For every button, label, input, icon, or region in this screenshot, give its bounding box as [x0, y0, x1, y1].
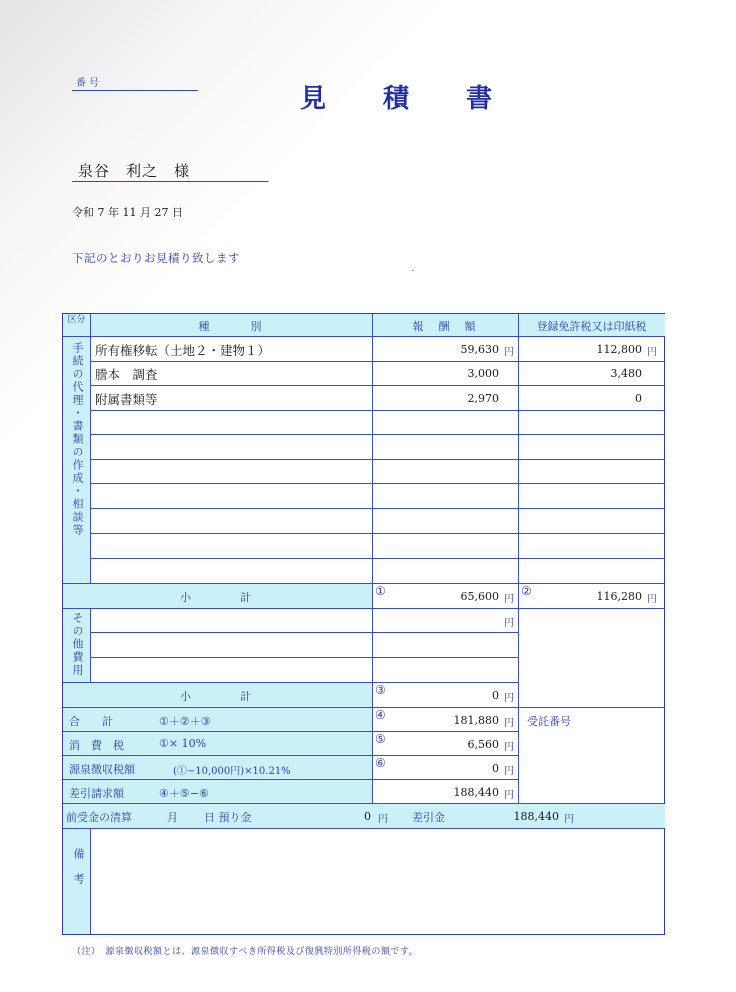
total-label: 合 計 — [69, 715, 113, 728]
number-underline — [72, 90, 198, 91]
total-mark: ④ — [375, 708, 386, 722]
scan-speck — [412, 270, 414, 271]
client-underline — [72, 181, 268, 182]
footnote: （注） 源泉徴収税額とは、源泉徴収すべき所得税及び復興特別所得税の額です。 — [72, 947, 419, 957]
subtotal1-label: 小 計 — [180, 591, 255, 604]
total-value: 181,880 — [453, 714, 499, 727]
item-2-name: 謄本 調査 — [95, 367, 158, 382]
subtotal1-fee-unit: 円 — [504, 594, 514, 605]
section1-label: 手続の代理・書類の作成・相談等 — [71, 342, 84, 537]
issue-date: 令和 7 年 11 月 27 日 — [72, 206, 183, 219]
total-formula: ①＋②＋③ — [159, 715, 211, 728]
withholding-value: 0 — [492, 762, 499, 775]
billing-unit: 円 — [504, 790, 514, 801]
advance-day-label: 日 預り金 — [204, 811, 252, 824]
billing-formula: ④＋⑤−⑥ — [159, 787, 209, 800]
section2-unit: 円 — [504, 618, 514, 629]
consumption-tax-unit: 円 — [504, 742, 514, 753]
withholding-label: 源泉徴収税額 — [69, 763, 135, 776]
remarks-label: 備考 — [72, 848, 85, 898]
item-1-fee: 59,630 — [460, 343, 499, 356]
advance-deposit-unit: 円 — [378, 814, 388, 825]
item-2-tax: 3,480 — [610, 367, 642, 380]
total-unit: 円 — [504, 718, 514, 729]
item-1-tax-unit: 円 — [647, 347, 657, 358]
estimate-table — [62, 313, 665, 935]
item-3-tax: 0 — [635, 392, 642, 405]
subtotal2-mark: ③ — [375, 683, 386, 697]
receipt-number-label: 受託番号 — [527, 715, 571, 728]
subtotal1-fee-mark: ① — [375, 584, 386, 598]
item-1-tax: 112,800 — [596, 343, 642, 356]
withholding-formula: (①−10,000円)×10.21% — [173, 766, 291, 777]
subtotal1-fee: 65,600 — [460, 590, 499, 603]
billing-label: 差引請求額 — [69, 787, 124, 800]
subtotal1-tax: 116,280 — [596, 590, 642, 603]
withholding-mark: ⑥ — [375, 756, 386, 770]
kubun-header: 区分 — [67, 315, 86, 325]
subtotal2-label: 小 計 — [180, 690, 255, 703]
advance-balance-label: 差引金 — [412, 811, 445, 824]
subtotal1-tax-mark: ② — [521, 584, 532, 598]
consumption-tax-mark: ⑤ — [375, 732, 386, 746]
item-2-fee: 3,000 — [467, 367, 499, 380]
subtotal1-tax-unit: 円 — [647, 594, 657, 605]
item-1-fee-unit: 円 — [504, 347, 514, 358]
advance-balance: 188,440 — [513, 810, 559, 823]
withholding-unit: 円 — [504, 766, 514, 777]
advance-deposit: 0 — [364, 810, 371, 823]
item-3-fee: 2,970 — [467, 392, 499, 405]
item-1-name: 所有権移転（土地２・建物１） — [95, 343, 271, 358]
advance-balance-unit: 円 — [564, 814, 574, 825]
section2-label: その他費用 — [71, 612, 84, 677]
number-label: 番号 — [76, 78, 102, 89]
billing-value: 188,440 — [453, 786, 499, 799]
advance-label: 前受金の清算 — [66, 811, 132, 824]
subtotal2-value: 0 — [492, 689, 499, 702]
item-3-name: 附属書類等 — [95, 392, 158, 407]
consumption-tax-label: 消 費 税 — [69, 739, 124, 752]
houshu-header: 報 酬 額 — [412, 320, 478, 333]
advance-month-label: 月 — [167, 811, 178, 824]
document-title: 見 積 書 — [300, 84, 517, 114]
client-name: 泉谷 利之 様 — [78, 162, 191, 180]
intro-text: 下記のとおりお見積り致します — [72, 251, 240, 265]
consumption-tax-value: 6,560 — [467, 738, 499, 751]
subtotal2-unit: 円 — [504, 693, 514, 704]
shubetsu-header: 種 別 — [198, 320, 264, 333]
tax-header: 登録免許税又は印紙税 — [536, 320, 647, 333]
consumption-tax-formula: ①× 10% — [159, 737, 207, 750]
